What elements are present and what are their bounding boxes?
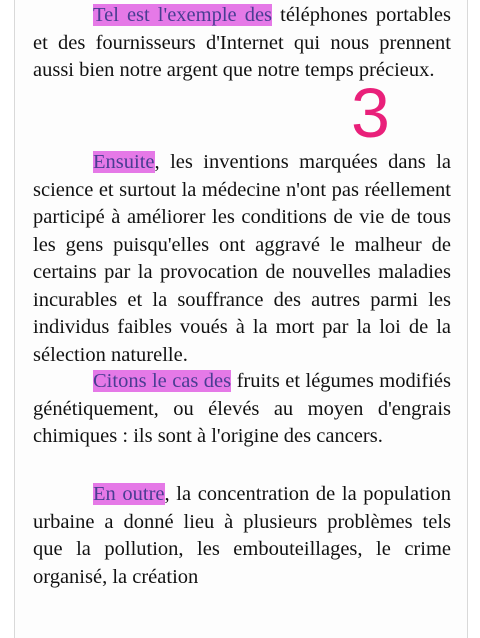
paragraph-1: [33, 2, 451, 85]
highlighted-phrase: Tel est l'exemple des: [93, 4, 273, 26]
document-page: [14, 0, 468, 638]
paragraph-2: [33, 149, 451, 369]
paragraph-text: , la concentration de la population urbaine a donné lieu à plusieurs problèmes tels que la pollution, les embouteillages, le crime organisé, la création: [33, 483, 451, 588]
paragraph-3: [33, 368, 451, 451]
paragraph-text: fruits et légumes modifiés génétiquement, ou élevés au moyen d'engrais chimiques : ils sont à l'origine des cancers.: [33, 370, 451, 447]
page-number: 3: [351, 74, 390, 152]
paragraph-4: [33, 481, 451, 591]
paragraph-text: téléphones portables et des fournisseurs d'Internet qui nous prennent aussi bien notre argent que notre temps précieux.: [33, 4, 452, 81]
highlighted-phrase: Ensuite: [93, 151, 155, 173]
paragraph-text: , les inventions marquées dans la science et surtout la médecine n'ont pas réellement participé à améliorer les conditions de vie de tous les gens puisqu'elles ont aggravé le malheur de certains par la provocation de nouvelles maladies incurables et la souffrance des autres parmi les individus faibles voués à la mort par la loi de la sélection naturelle.: [33, 151, 451, 366]
highlighted-phrase: En outre: [93, 483, 165, 505]
highlighted-phrase: Citons le cas des: [93, 370, 232, 392]
